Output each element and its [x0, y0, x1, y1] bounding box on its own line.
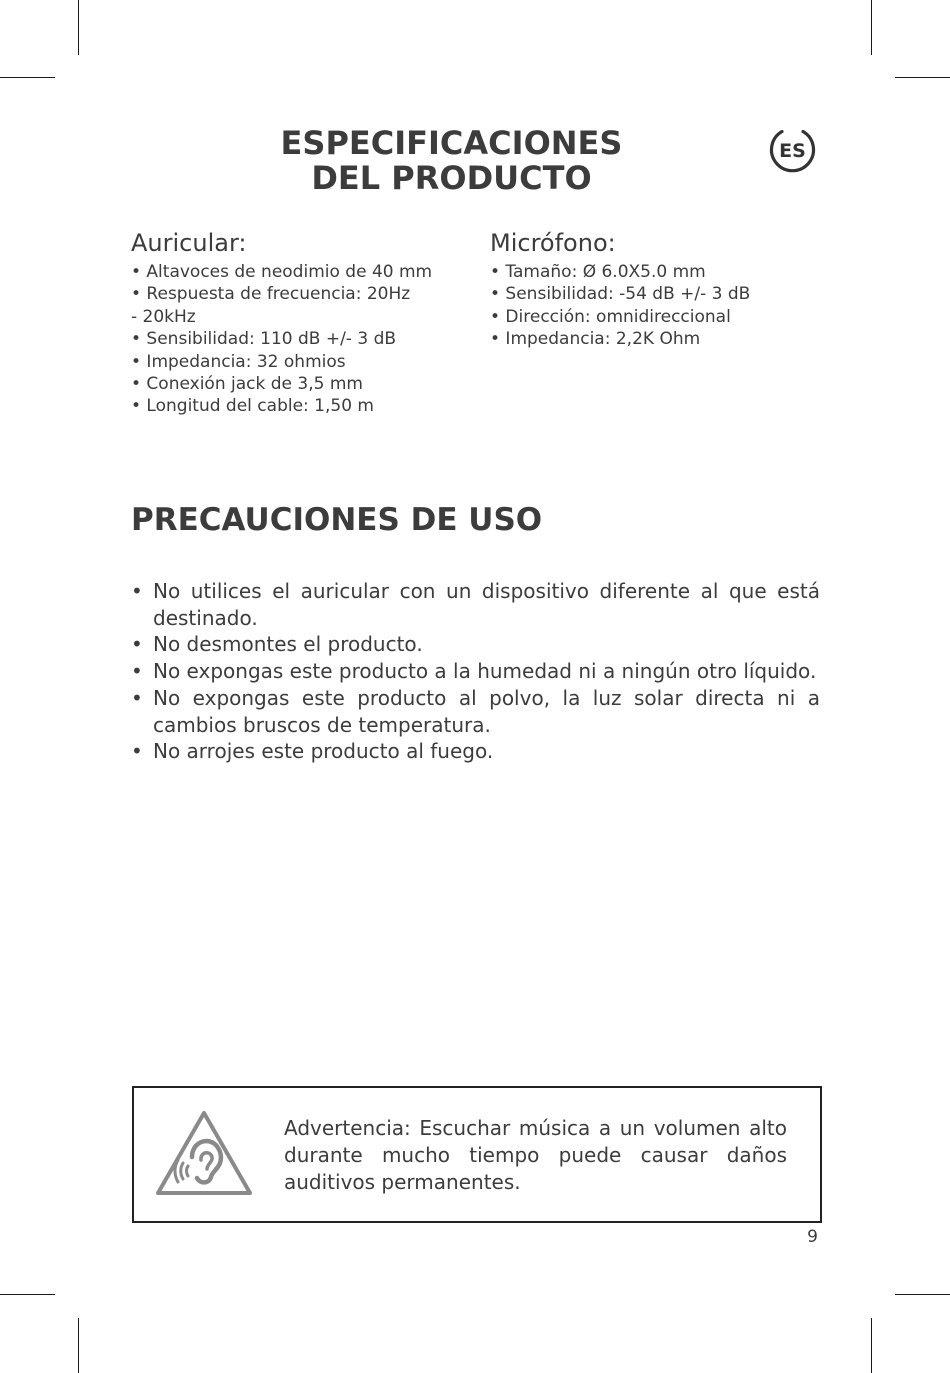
hearing-warning-icon [154, 1108, 254, 1198]
crop-mark-top-left-horizontal [0, 77, 55, 78]
hearing-warning-text: Advertencia: Escuchar música a un volumen alto durante mucho tiempo puede causar daños auditivos permanentes. [284, 1116, 787, 1194]
precaution-item: • No expongas este producto a la humedad ni a ningún otro líquido. [131, 658, 820, 685]
precaution-item: • No desmontes el producto. [131, 631, 820, 658]
crop-mark-top-left-vertical [78, 0, 79, 55]
microphone-specs-list [490, 261, 820, 351]
spec-item: • Respuesta de frecuencia: 20Hz [131, 284, 411, 305]
spec-item: - 20kHz [131, 306, 196, 327]
page-title [200, 126, 703, 196]
crop-mark-bottom-left-horizontal [0, 1294, 55, 1295]
precautions-title: PRECAUCIONES DE USO [131, 502, 543, 538]
hearing-warning-box [132, 1086, 822, 1223]
spec-item: • Dirección: omnidireccional [490, 306, 731, 327]
spec-item: • Altavoces de neodimio de 40 mm [131, 262, 433, 282]
spec-item: • Sensibilidad: -54 dB +/- 3 dB [490, 284, 751, 305]
language-badge-icon [768, 125, 817, 174]
headphone-specs-heading: Auricular: [131, 229, 247, 257]
precaution-item: • No expongas este producto al polvo, la luz solar directa ni a cambios bruscos de temperatura. [131, 685, 820, 738]
crop-mark-bottom-left-vertical [78, 1318, 79, 1373]
crop-mark-top-right-horizontal [895, 77, 950, 78]
crop-mark-top-right-vertical [871, 0, 872, 55]
language-badge-label: ES [779, 140, 806, 162]
precautions-list [131, 578, 820, 765]
microphone-specs [490, 228, 820, 351]
spec-item: • Impedancia: 32 ohmios [131, 351, 346, 372]
spec-item: • Conexión jack de 3,5 mm [131, 374, 363, 395]
headphone-specs-list [131, 261, 476, 418]
page-title-line1: ESPECIFICACIONES [280, 124, 623, 162]
spec-item: • Longitud del cable: 1,50 m [131, 396, 374, 417]
headphone-specs [131, 228, 476, 418]
precaution-item: • No utilices el auricular con un dispositivo diferente al que está destinado. [131, 578, 820, 631]
spec-item: • Tamaño: Ø 6.0X5.0 mm [490, 262, 706, 282]
spec-item: • Sensibilidad: 110 dB +/- 3 dB [131, 329, 397, 350]
language-badge [768, 125, 817, 174]
crop-mark-bottom-right-horizontal [895, 1294, 950, 1295]
page-number: 9 [807, 1227, 818, 1247]
spec-item: • Impedancia: 2,2K Ohm [490, 329, 701, 350]
crop-mark-bottom-right-vertical [871, 1318, 872, 1373]
precaution-item: • No arrojes este producto al fuego. [131, 738, 820, 765]
page-title-line2: DEL PRODUCTO [311, 159, 592, 197]
microphone-specs-heading: Micrófono: [490, 229, 616, 257]
